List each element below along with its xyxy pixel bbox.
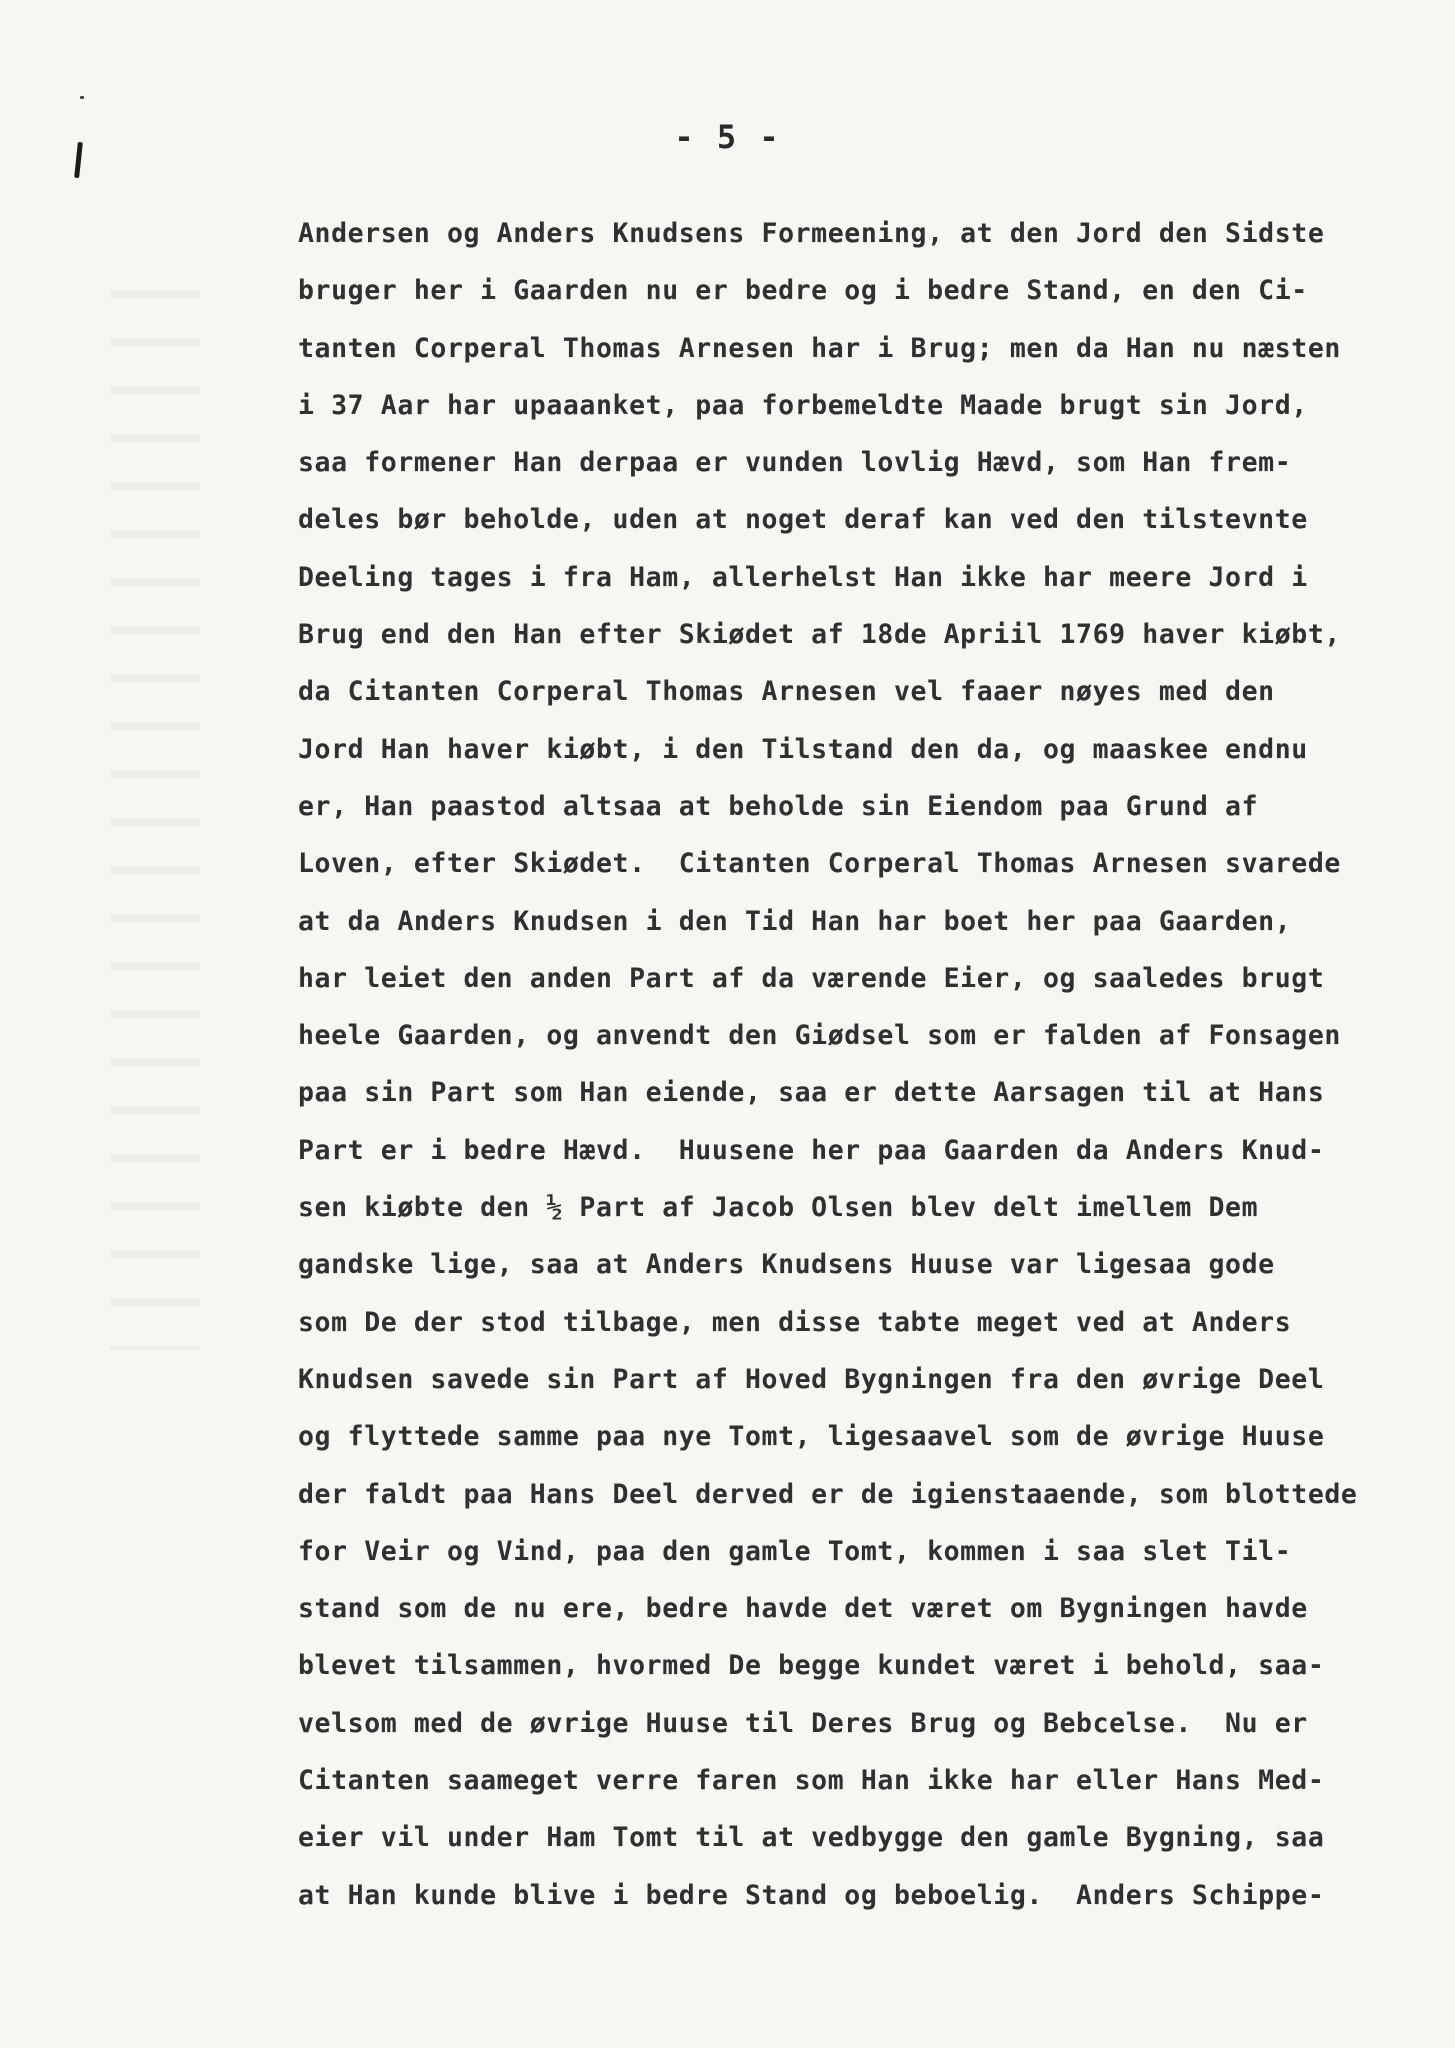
text-line: for Veir og Vind, paa den gamle Tomt, kommen i saa slet Til- [298,1535,1292,1567]
text-line: der faldt paa Hans Deel derved er de igienstaaende, som blottede [298,1478,1358,1510]
text-line: bruger her i Gaarden nu er bedre og i bedre Stand, en den Ci- [298,275,1308,307]
text-line: har leiet den anden Part af da værende Eier, og saaledes brugt [298,962,1325,994]
text-line: Andersen og Anders Knudsens Formeening, at den Jord den Sidste [298,218,1325,249]
text-line: Knudsen savede sin Part af Hoved Bygningen fra den øvrige Deel [298,1363,1325,1395]
text-line: Part er i bedre Hævd. Huusene her paa Gaarden da Anders Knud- [298,1134,1325,1166]
text-line: eier vil under Ham Tomt til at vedbygge den gamle Bygning, saa [298,1822,1325,1854]
text-line: Brug end den Han efter Skiødet af 18de Apriil 1769 haver kiøbt, [298,619,1341,651]
text-line: paa sin Part som Han eiende, saa er dette Aarsagen til at Hans [298,1077,1325,1109]
text-line: stand som de nu ere, bedre havde det været om Bygningen havde [298,1593,1308,1625]
text-line: velsom med de øvrige Huuse til Deres Brug og Bebcelse. Nu er [298,1707,1308,1739]
typed-text-body [298,205,1428,1924]
text-line: heele Gaarden, og anvendt den Giødsel som er falden af Fonsagen [298,1020,1341,1052]
text-line: at Han kunde blive i bedre Stand og beboelig. Anders Schippe- [298,1879,1325,1911]
text-line: at da Anders Knudsen i den Tid Han har boet her paa Gaarden, [298,905,1292,937]
text-line: sen kiøbte den ½ Part af Jacob Olsen blev delt imellem Dem [298,1192,1259,1224]
text-line: saa formener Han derpaa er vunden lovlig Hævd, som Han frem- [298,447,1292,479]
text-line: Loven, efter Skiødet. Citanten Corperal Thomas Arnesen svarede [298,848,1341,880]
text-line: som De der stod tilbage, men disse tabte meget ved at Anders [298,1306,1292,1338]
text-line: i 37 Aar har upaaanket, paa forbemeldte Maade brugt sin Jord, [298,389,1308,421]
text-line: gandske lige, saa at Anders Knudsens Huuse var ligesaa gode [298,1249,1275,1281]
page-number: - 5 - [674,118,781,156]
text-line: er, Han paastod altsaa at beholde sin Eiendom paa Grund af [298,790,1259,822]
text-line: Deeling tages i fra Ham, allerhelst Han ikke har meere Jord i [298,561,1308,593]
text-line: tanten Corperal Thomas Arnesen har i Brug; men da Han nu næsten [298,332,1341,364]
text-line: og flyttede samme paa nye Tomt, ligesaavel som de øvrige Huuse [298,1421,1325,1453]
margin-dot-mark [80,96,84,99]
text-line: Citanten saameget verre faren som Han ikke har eller Hans Med- [298,1765,1325,1797]
text-line: da Citanten Corperal Thomas Arnesen vel faaer nøyes med den [298,676,1275,708]
text-line: deles bør beholde, uden at noget deraf kan ved den tilstevnte [298,504,1308,536]
margin-bleed-through [110,250,200,1350]
text-line: blevet tilsammen, hvormed De begge kundet været i behold, saa- [298,1650,1325,1682]
text-line: Jord Han haver kiøbt, i den Tilstand den da, og maaskee endnu [298,733,1308,765]
